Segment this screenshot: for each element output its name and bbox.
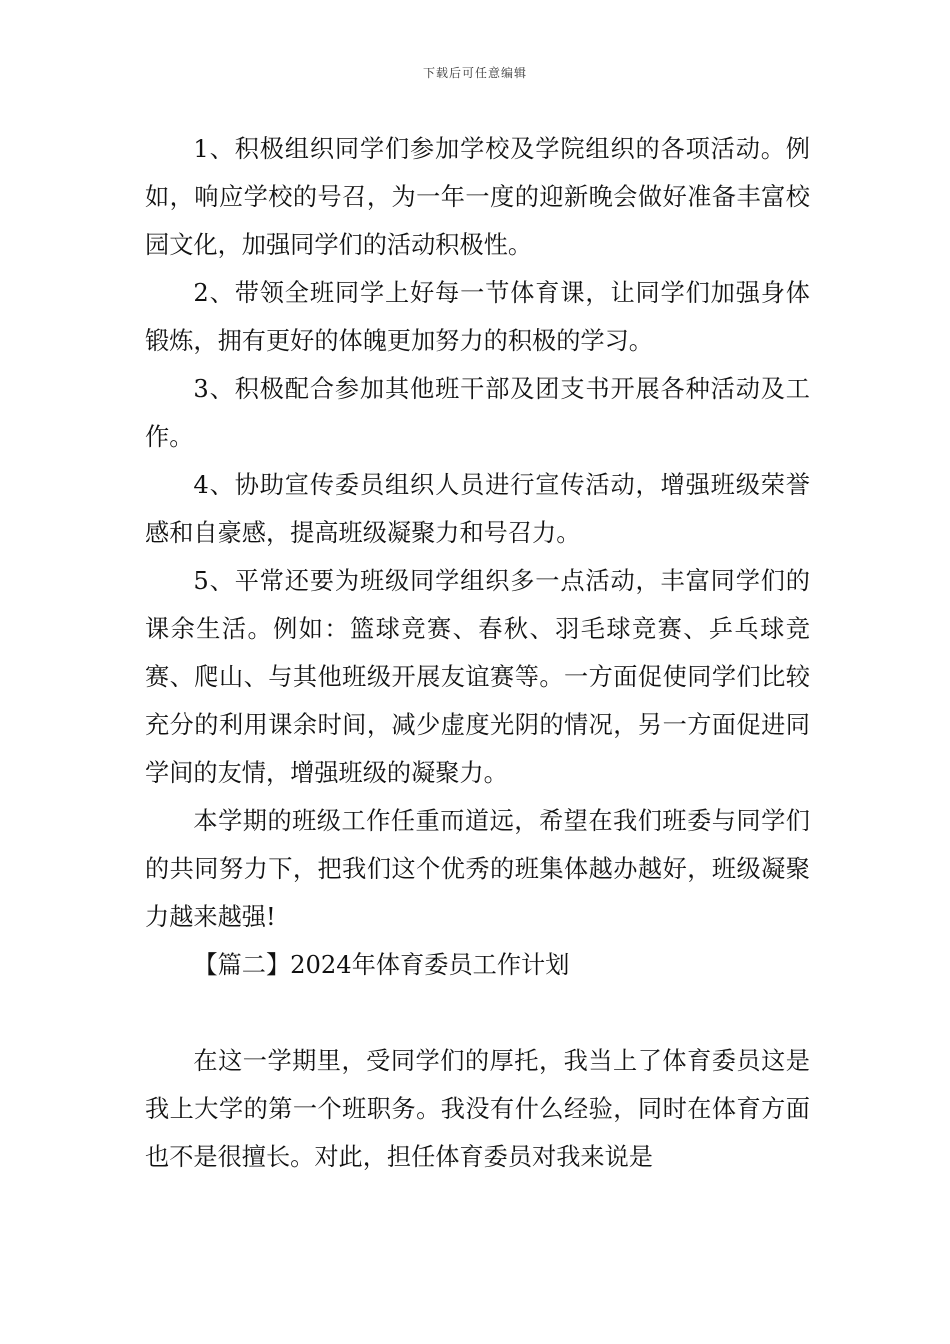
section-spacer — [145, 989, 810, 1037]
paragraph-item-5: 5、平常还要为班级同学组织多一点活动，丰富同学们的课余生活。例如：篮球竞赛、春秋、羽毛球竞赛、乒乓球竞赛、爬山、与其他班级开展友谊赛等。一方面促使同学们比较充分的利用课余时间，减少虚度光阴的情况，另一方面促进同学间的友情，增强班级的凝聚力。 — [145, 567, 810, 787]
paragraph-item-2: 2、带领全班同学上好每一节体育课，让同学们加强身体锻炼，拥有更好的体魄更加努力的积极的学习。 — [145, 279, 810, 355]
paragraph-item-4: 4、协助宣传委员组织人员进行宣传活动，增强班级荣誉感和自豪感，提高班级凝聚力和号召力。 — [145, 471, 810, 547]
paragraph-item-3: 3、积极配合参加其他班干部及团支书开展各种活动及工作。 — [145, 375, 810, 451]
paragraph-conclusion: 本学期的班级工作任重而道远，希望在我们班委与同学们的共同努力下，把我们这个优秀的班集体越办越好，班级凝聚力越来越强! — [145, 807, 810, 931]
header-note: 下载后可任意编辑 — [422, 66, 527, 80]
paragraph-item-1: 1、积极组织同学们参加学校及学院组织的各项活动。例如，响应学校的号召，为一年一度的迎新晚会做好准备丰富校园文化，加强同学们的活动积极性。 — [145, 135, 810, 259]
paragraph-intro: 在这一学期里，受同学们的厚托，我当上了体育委员这是我上大学的第一个班职务。我没有什么经验，同时在体育方面也不是很擅长。对此，担任体育委员对我来说是 — [145, 1047, 810, 1171]
section-title: 【篇二】2024年体育委员工作计划 — [193, 951, 570, 979]
document-body — [145, 125, 810, 1181]
